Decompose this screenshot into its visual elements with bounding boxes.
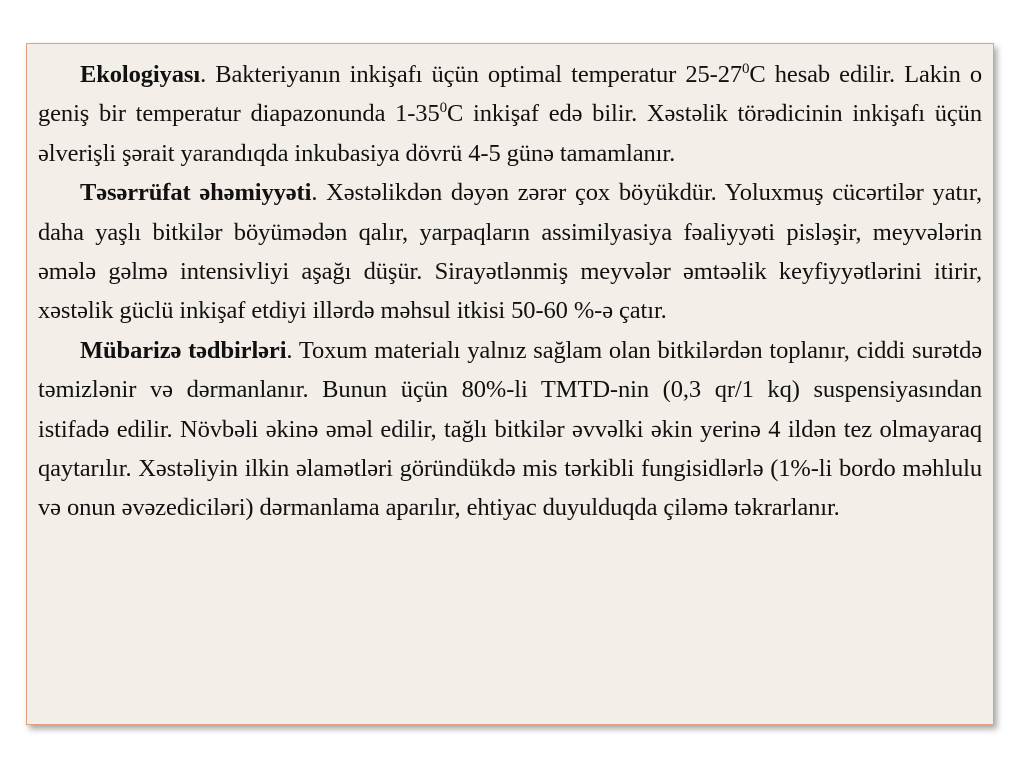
heading-economic-importance: Təsərrüfat əhəmiyyəti xyxy=(80,179,312,207)
paragraph-economic-importance xyxy=(38,173,982,331)
ecology-text-1: . Bakteriyanın inkişafı üçün optimal temperatur 25-27 xyxy=(200,61,743,88)
degree-sup-1: 0 xyxy=(742,61,750,77)
control-measures-text: . Toxum materialı yalnız sağlam olan bitkilərdən toplanır, ciddi surətdə təmizlənir və dərmanlanır. Bunun üçün 80%-li TMTD-nin (0,3 qr/1 kq) suspensiyasından istifadə edilir. Növbəli əkinə əməl edilir, tağlı bitkilər əvvəlki əkin yerinə 4 ildən tez olmayaraq qaytarılır. Xəstəliyin ilkin əlamətləri göründükdə mis tərkibli fungisidlərlə (1%-li bordo məhlulu və onun əvəzediciləri) dərmanlama aparılır, ehtiyac duyulduqda çiləmə təkrarlanır. xyxy=(38,336,983,522)
degree-sup-2: 0 xyxy=(439,100,448,117)
ecology-text-2: C hesab edilir. Lakin o geniş bir temperatur diapazonunda 1-35 xyxy=(38,61,983,128)
economic-importance-text: . Xəstəlikdən dəyən zərər çox böyükdür. Yoluxmuş cücərtilər yatır, daha yaşlı bitkilər böyümədən qalır, yarpaqların assimilyasiya fəaliyyəti pisləşir, meyvələrin əmələ gəlmə intensivliyi aşağı düşür. Sirayətlənmiş meyvələr əmtəəlik keyfiyyətlərini itirir, xəstəlik güclü inkişaf etdiyi illərdə məhsul itkisi 50-60 %-ə çatır. xyxy=(38,179,982,325)
text-box xyxy=(26,43,994,725)
ecology-text-3: C inkişaf edə bilir. Xəstəlik törədicinin inkişafı üçün əlverişli şərait yarandıqda inkubasiya dövrü 4-5 günə tamamlanır. xyxy=(38,100,982,167)
heading-control-measures: Mübarizə tədbirləri xyxy=(80,336,287,364)
paragraph-ecology xyxy=(38,55,982,173)
paragraph-control-measures xyxy=(38,331,982,528)
heading-ecology: Ekologiyası xyxy=(80,61,201,88)
